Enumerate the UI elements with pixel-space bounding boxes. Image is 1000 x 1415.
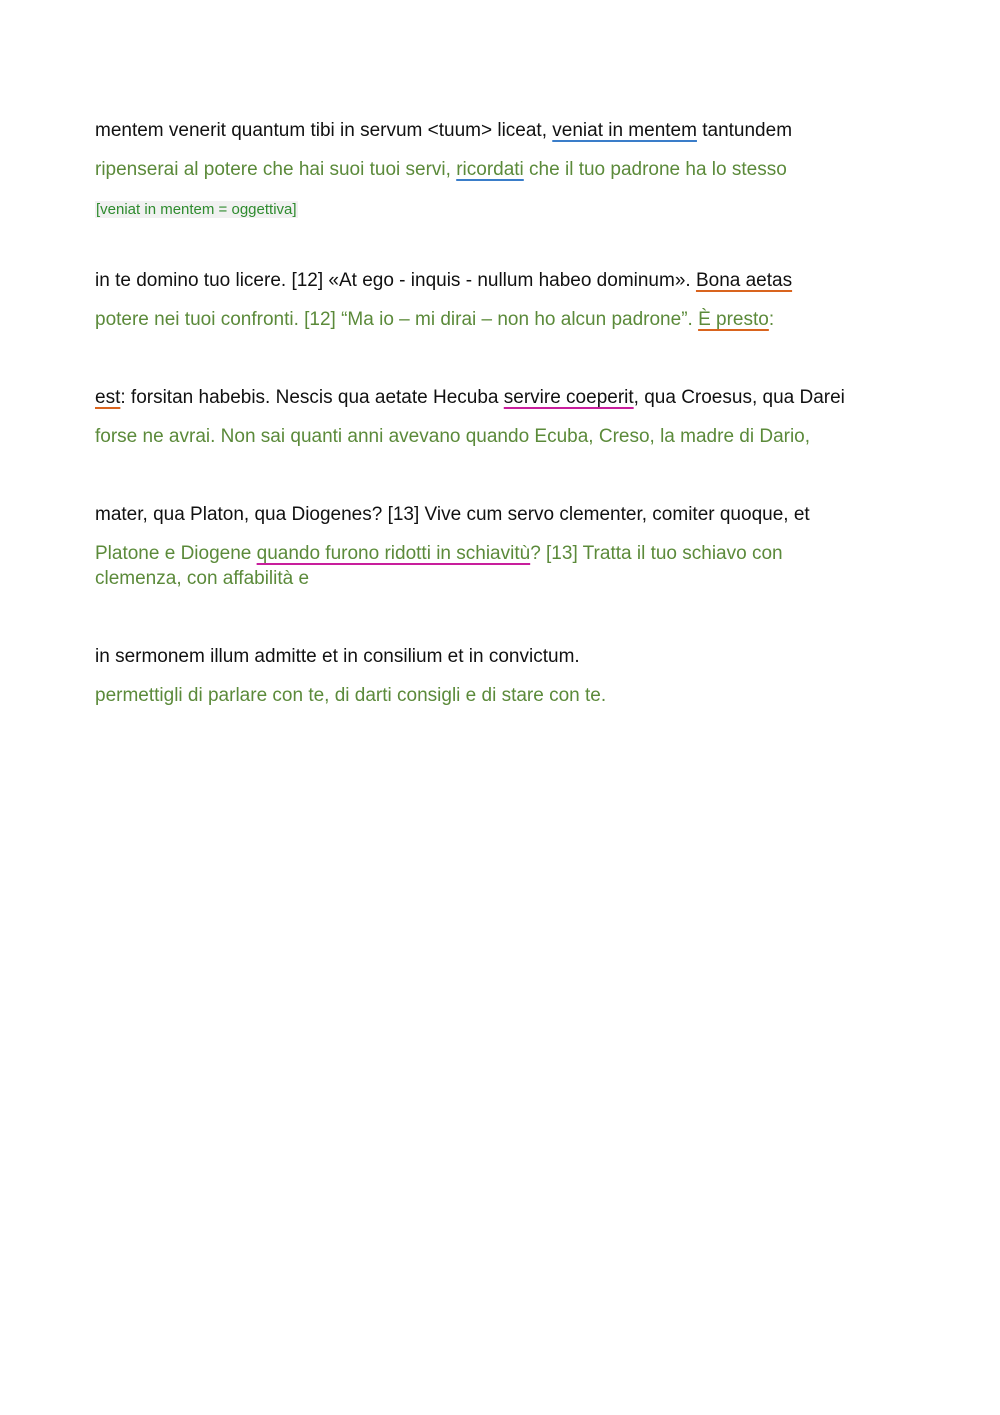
translation-text: forse ne avrai. Non sai quanti anni avevano quando Ecuba, Creso, la madre di Dario, (95, 426, 811, 447)
translation-text: che il tuo padrone ha lo stesso (523, 159, 787, 180)
underlined-phrase: quando furono ridotti in schiavitù (256, 543, 531, 564)
translation-text: ripenserai al potere che hai suoi tuoi servi, (95, 159, 457, 180)
translation-line-3 (95, 425, 810, 449)
translation-line-5 (95, 684, 606, 708)
latin-line-4 (95, 503, 810, 527)
underlined-phrase: Bona aetas (695, 270, 793, 291)
translation-line-4 (95, 541, 835, 591)
latin-text: tantundem (696, 120, 793, 141)
latin-text: , qua Croesus, qua Darei (633, 387, 845, 408)
translation-text: ? [13] Tratta il tuo schiavo con clemenza, con affabilità e (95, 543, 783, 589)
latin-text: : forsitan habebis. Nescis qua aetate Hecuba (120, 387, 504, 408)
translation-text: Platone e Diogene (95, 543, 257, 564)
underlined-phrase: ricordati (456, 159, 524, 180)
translation-text: permettigli di parlare con te, di darti consigli e di stare con te. (95, 685, 607, 706)
underlined-phrase: est (95, 387, 121, 408)
latin-text: in te domino tuo licere. [12] «At ego - inquis - nullum habeo dominum». (95, 270, 696, 291)
latin-text: mentem venerit quantum tibi in servum <tuum> liceat, (95, 120, 553, 141)
translation-line-2 (95, 308, 774, 332)
latin-line-5 (95, 645, 580, 669)
latin-text: in sermonem illum admitte et in consilium et in convictum. (95, 646, 580, 667)
translation-text: : (768, 309, 775, 330)
underlined-phrase: veniat in mentem (552, 120, 697, 141)
latin-text: mater, qua Platon, qua Diogenes? [13] Vive cum servo clementer, comiter quoque, et (95, 504, 810, 525)
latin-line-3 (95, 386, 845, 410)
underlined-phrase: È presto (698, 309, 769, 330)
translation-line-1 (95, 158, 787, 182)
translation-text: potere nei tuoi confronti. [12] “Ma io – mi dirai – non ho alcun padrone”. (95, 309, 699, 330)
latin-line-1 (95, 119, 792, 143)
grammar-note-line (95, 197, 298, 221)
grammar-note: [veniat in mentem = oggettiva] (96, 201, 297, 218)
latin-line-2 (95, 269, 792, 293)
underlined-phrase: servire coeperit (503, 387, 634, 408)
